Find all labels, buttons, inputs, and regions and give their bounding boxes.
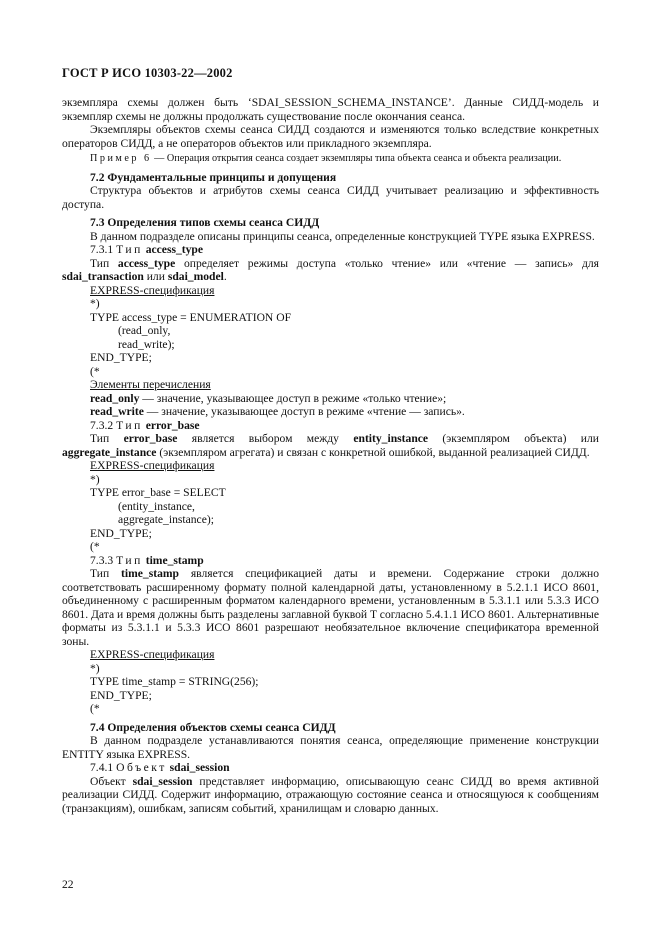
code-line: TYPE time_stamp = STRING(256); xyxy=(90,675,259,688)
page-number: 22 xyxy=(62,878,74,891)
text: — значение, указывающее доступ в режиме «только чтение»; xyxy=(139,391,447,405)
term: sdai_transaction xyxy=(62,270,144,283)
term: read_only xyxy=(90,391,140,405)
code-line: (entity_instance, xyxy=(118,499,195,513)
code-line: *) xyxy=(90,472,100,486)
text: Тип xyxy=(90,567,122,580)
code-line: (read_only, xyxy=(118,324,171,337)
code-line: TYPE access_type = ENUMERATION OF xyxy=(90,310,292,324)
code-line: (* xyxy=(90,540,100,553)
subsection-number: 7.4.1 xyxy=(90,761,117,774)
subsection-word: Тип xyxy=(116,418,143,432)
enum-elements-label: Элементы перечисления xyxy=(90,378,211,391)
subsection-word: Тип xyxy=(116,553,143,567)
code-line: aggregate_instance); xyxy=(118,513,214,526)
example-label: Пример 6 xyxy=(90,153,152,164)
subsection-heading-7-3-3 xyxy=(62,554,599,568)
paragraph xyxy=(62,567,599,648)
code-line: read_write); xyxy=(118,337,175,351)
page-header: ГОСТ Р ИСО 10303-22—2002 xyxy=(62,66,233,80)
paragraph: Экземпляры объектов схемы сеанса СИДД создаются и изменяются только вследствие конкретных операторов СИДД, а не операторов объектов или прикладного экземпляра. xyxy=(62,123,599,150)
example-text: — Операция открытия сеанса создает экземпляры типа объекта сеанса и объекта реализации. xyxy=(151,153,562,164)
text: (экземпляром агрегата) и связан с конкретной ошибкой, выданной реализацией СИДД. xyxy=(156,445,590,459)
express-spec-label: EXPRESS-спецификация xyxy=(90,283,215,297)
term: sdai_session xyxy=(132,774,193,788)
express-spec-label: EXPRESS-спецификация xyxy=(90,459,215,472)
subsection-number: 7.3.3 xyxy=(90,553,117,567)
paragraph: экземпляра схемы должен быть ‘SDAI_SESSION_SCHEMA_INSTANCE’. Данные СИДД-модель и экземпляр схемы не должны продолжать существование после окончания сеанса. xyxy=(62,96,599,123)
text: Тип xyxy=(90,432,124,445)
code-line: (* xyxy=(90,364,100,378)
term: access_type xyxy=(117,256,176,270)
subsection-number: 7.3.2 xyxy=(90,418,117,432)
code-line: (* xyxy=(90,702,100,715)
term: aggregate_instance xyxy=(62,445,157,459)
express-spec-label: EXPRESS-спецификация xyxy=(90,648,215,661)
term: error_base xyxy=(123,432,178,445)
term: read_write xyxy=(90,405,144,418)
text: . xyxy=(223,270,227,283)
document-body xyxy=(62,96,599,815)
text: является выбором между xyxy=(177,432,354,445)
code-line: *) xyxy=(90,661,100,675)
section-heading-7-4: 7.4 Определения объектов схемы сеанса СИДД xyxy=(90,720,336,734)
paragraph: Структура объектов и атрибутов схемы сеанса СИДД учитывает реализацию и эффективность доступа. xyxy=(62,184,599,211)
subsection-word: Объект xyxy=(116,761,167,774)
text: определяет режимы доступа «только чтение» или «чтение — запись» для xyxy=(175,256,600,270)
code-line: END_TYPE; xyxy=(90,351,152,364)
text: является спецификацией даты и времени. Содержание строки должно соответствовать расширенному формату полной календарной даты, установленному в 5.2.1.1 ИСО 8601, объединенному с расширенным форматом календарного времени, установленным в 5.3.1.1 или 5.3.3 ИСО 8601. Дата и время должны быть разделены заглавной буквой T согласно 5.4.1.1 ИСО 8601. Альтернативные форматы из 5.3.1.1 и 5.3.3 ИСО 8601 разрешают необязательное включение спецификатора временной зоны. xyxy=(62,567,599,648)
text: или xyxy=(143,270,168,283)
section-heading-7-2: 7.2 Фундаментальные принципы и допущения xyxy=(90,170,337,184)
paragraph xyxy=(62,775,599,816)
term: time_stamp xyxy=(121,567,179,580)
text: — значение, указывающее доступ в режиме «чтение — запись». xyxy=(143,405,465,418)
enum-item xyxy=(62,405,599,419)
code-line: *) xyxy=(90,297,100,310)
code-line: END_TYPE; xyxy=(90,688,152,702)
code-line: TYPE error_base = SELECT xyxy=(90,486,226,499)
subsection-name: access_type xyxy=(145,243,204,256)
paragraph: В данном подразделе описаны принципы сеанса, определенные конструкцией TYPE языка EXPRESS. xyxy=(90,229,595,243)
paragraph: В данном подразделе устанавливаются понятия сеанса, определяющие применение конструкции ENTITY языка EXPRESS. xyxy=(62,734,599,761)
subsection-word: Тип xyxy=(116,243,143,256)
term: entity_instance xyxy=(353,432,429,445)
subsection-heading-7-3-1 xyxy=(62,243,599,257)
paragraph xyxy=(62,432,599,459)
section-heading-7-3: 7.3 Определения типов схемы сеанса СИДД xyxy=(90,216,320,229)
enum-item xyxy=(62,392,599,406)
code-line: END_TYPE; xyxy=(90,526,152,540)
subsection-heading-7-4-1 xyxy=(62,761,599,775)
text: Тип xyxy=(90,256,118,270)
term: sdai_model xyxy=(167,270,224,283)
text: представляет информацию, описывающую сеанс СИДД во время активной реализации СИДД. Содержит информацию, отражающую состояние сеанса и относящуюся к сообщениям (транзакциям), ошибкам, записям событий, хранилищам и словарю данных. xyxy=(62,774,599,815)
example-note xyxy=(62,153,599,166)
subsection-number: 7.3.1 xyxy=(90,243,117,256)
paragraph xyxy=(62,257,599,284)
subsection-name: time_stamp xyxy=(145,553,204,567)
subsection-heading-7-3-2 xyxy=(62,419,599,433)
text: (экземпляром объекта) или xyxy=(428,432,599,445)
subsection-name: sdai_session xyxy=(169,761,230,774)
text: Объект xyxy=(90,774,133,788)
subsection-name: error_base xyxy=(145,418,200,432)
